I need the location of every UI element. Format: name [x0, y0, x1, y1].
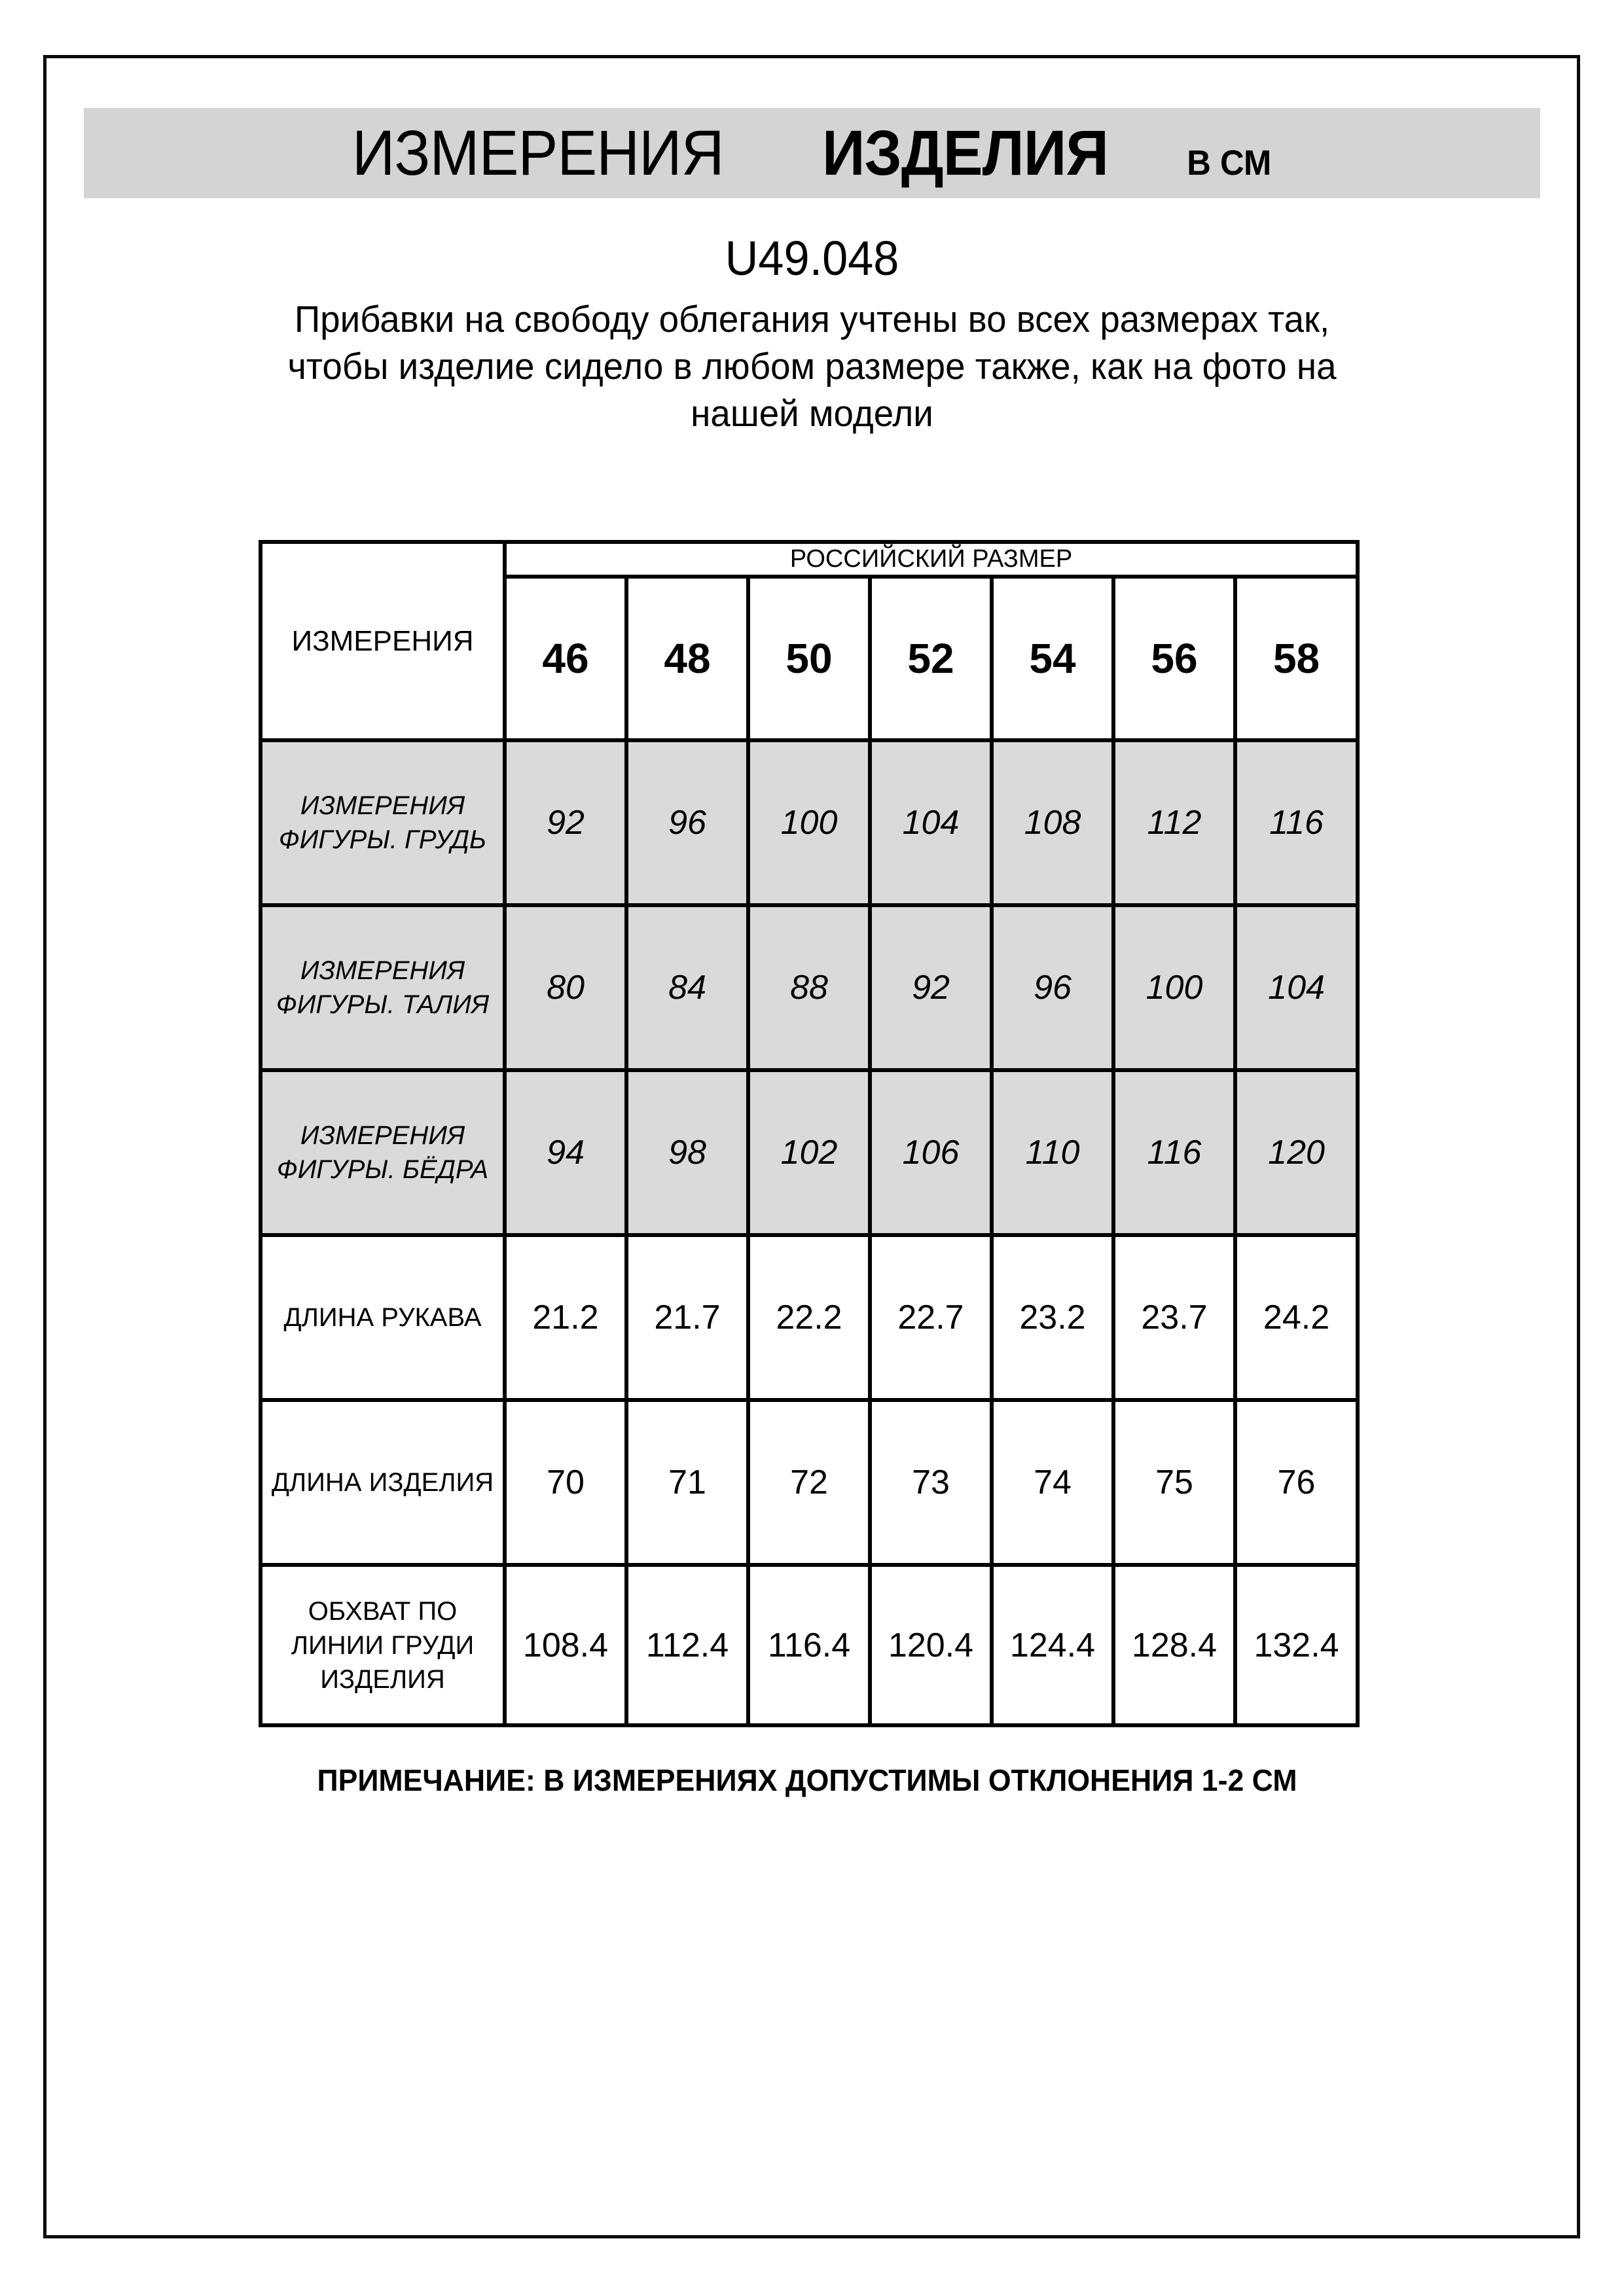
value-cell: 71 [626, 1400, 748, 1565]
value-cell: 22.7 [870, 1235, 992, 1400]
subtitle-line-1: Прибавки на свободу облегания учтены во всех размерах так, [294, 298, 1330, 340]
value-cell: 80 [505, 905, 626, 1070]
value-cell: 88 [748, 905, 870, 1070]
row-label: ИЗМЕРЕНИЯ ФИГУРЫ. ТАЛИЯ [261, 905, 505, 1070]
value-cell: 124.4 [992, 1565, 1113, 1725]
value-cell: 76 [1235, 1400, 1358, 1565]
value-cell: 22.2 [748, 1235, 870, 1400]
value-cell: 74 [992, 1400, 1113, 1565]
size-header-cell-50: 50 [748, 577, 870, 740]
value-cell: 98 [626, 1070, 748, 1235]
title-measurements: ИЗМЕРЕНИЯ [352, 117, 725, 188]
table-row-figure-waist [261, 905, 1358, 1070]
value-cell: 96 [992, 905, 1113, 1070]
size-header-cell-56: 56 [1113, 577, 1235, 740]
value-cell: 116 [1113, 1070, 1235, 1235]
value-cell: 120.4 [870, 1565, 992, 1725]
value-cell: 132.4 [1235, 1565, 1358, 1725]
value-cell: 116.4 [748, 1565, 870, 1725]
page-title [352, 108, 1271, 217]
row-label: ДЛИНА ИЗДЕЛИЯ [261, 1400, 505, 1565]
value-cell: 21.2 [505, 1235, 626, 1400]
value-cell: 92 [505, 740, 626, 905]
size-header-cell-48: 48 [626, 577, 748, 740]
table-row-chest-girth [261, 1565, 1358, 1725]
value-cell: 96 [626, 740, 748, 905]
value-cell: 24.2 [1235, 1235, 1358, 1400]
product-code: U49.048 [725, 231, 899, 285]
value-cell: 75 [1113, 1400, 1235, 1565]
value-cell: 120 [1235, 1070, 1358, 1235]
table-row-figure-hips [261, 1070, 1358, 1235]
size-header-cell-58: 58 [1235, 577, 1358, 740]
value-cell: 112 [1113, 740, 1235, 905]
group-header-cell: РОССИЙСКИЙ РАЗМЕР [505, 542, 1358, 577]
value-cell: 23.2 [992, 1235, 1113, 1400]
value-cell: 102 [748, 1070, 870, 1235]
tolerance-note: ПРИМЕЧАНИЕ: В ИЗМЕРЕНИЯХ ДОПУСТИМЫ ОТКЛОНЕНИЯ 1-2 СМ [317, 1763, 1297, 1797]
value-cell: 73 [870, 1400, 992, 1565]
value-cell: 23.7 [1113, 1235, 1235, 1400]
value-cell: 72 [748, 1400, 870, 1565]
corner-header-cell: ИЗМЕРЕНИЯ [261, 542, 505, 740]
value-cell: 128.4 [1113, 1565, 1235, 1725]
value-cell: 100 [748, 740, 870, 905]
table-row-figure-chest [261, 740, 1358, 905]
value-cell: 104 [1235, 905, 1358, 1070]
title-units: В СМ [1187, 143, 1272, 183]
row-label: ИЗМЕРЕНИЯ ФИГУРЫ. ГРУДЬ [261, 740, 505, 905]
size-header-cell-54: 54 [992, 577, 1113, 740]
value-cell: 106 [870, 1070, 992, 1235]
row-label: ИЗМЕРЕНИЯ ФИГУРЫ. БЁДРА [261, 1070, 505, 1235]
row-label: ДЛИНА РУКАВА [261, 1235, 505, 1400]
value-cell: 84 [626, 905, 748, 1070]
value-cell: 108 [992, 740, 1113, 905]
value-cell: 70 [505, 1400, 626, 1565]
title-band [84, 108, 1540, 198]
value-cell: 110 [992, 1070, 1113, 1235]
value-cell: 108.4 [505, 1565, 626, 1725]
table-row-sleeve-length [261, 1235, 1358, 1400]
table-row-item-length [261, 1400, 1358, 1565]
value-cell: 112.4 [626, 1565, 748, 1725]
value-cell: 100 [1113, 905, 1235, 1070]
value-cell: 21.7 [626, 1235, 748, 1400]
value-cell: 104 [870, 740, 992, 905]
value-cell: 92 [870, 905, 992, 1070]
subtitle-line-2: чтобы изделие сидело в любом размере также, как на фото на [287, 346, 1337, 387]
size-header-cell-46: 46 [505, 577, 626, 740]
size-table [259, 540, 1360, 1727]
value-cell: 94 [505, 1070, 626, 1235]
subtitle [33, 296, 1592, 437]
title-product: ИЗДЕЛИЯ [822, 117, 1109, 188]
row-label: ОБХВАТ ПО ЛИНИИ ГРУДИ ИЗДЕЛИЯ [261, 1565, 505, 1725]
subtitle-line-3: нашей модели [691, 393, 933, 435]
table-row [261, 542, 1358, 577]
value-cell: 116 [1235, 740, 1358, 905]
size-header-cell-52: 52 [870, 577, 992, 740]
